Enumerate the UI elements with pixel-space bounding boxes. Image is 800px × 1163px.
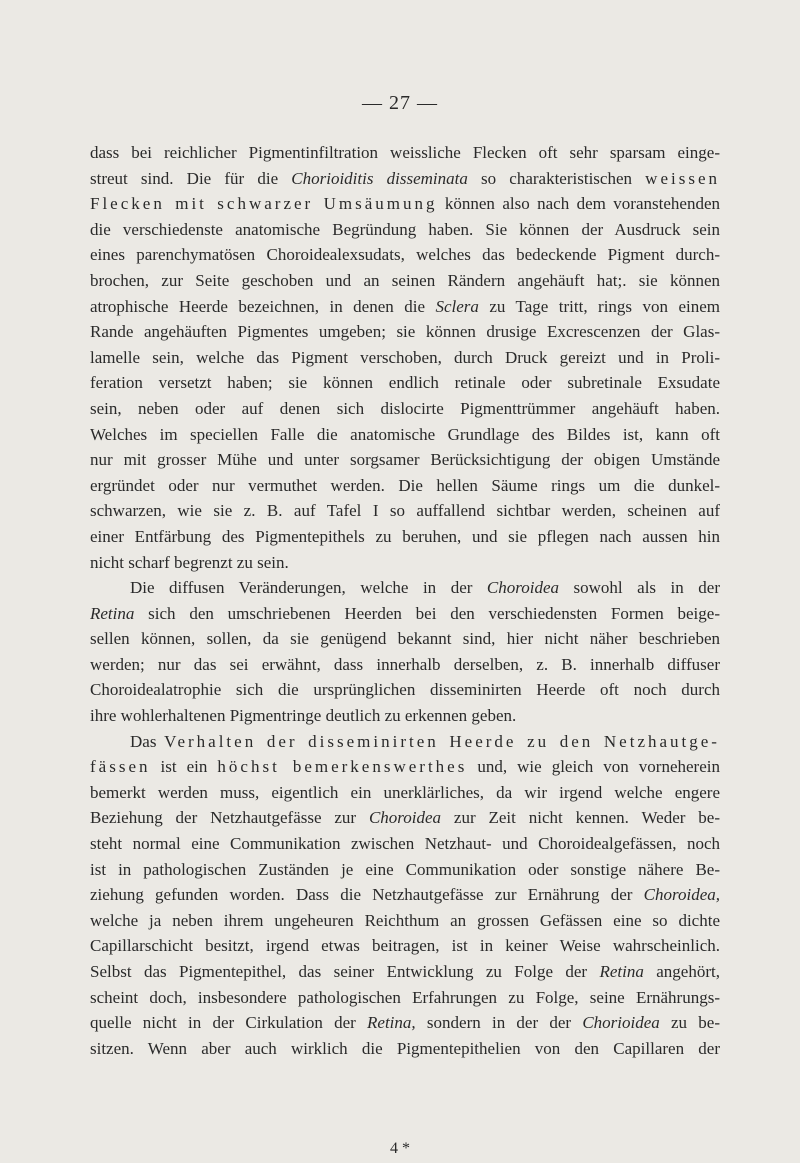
text-segment: Beziehung der Netzhautgefässe zur <box>90 808 369 828</box>
text-line <box>90 473 720 499</box>
signature-mark: 4 * <box>390 1140 410 1157</box>
text-line <box>90 140 720 166</box>
text-segment: Das <box>130 731 165 751</box>
text-segment: nicht scharf begrenzt zu sein. <box>90 552 289 572</box>
italic-term: Retina <box>599 962 644 981</box>
text-segment: feration versetzt haben; sie können endlich retinale oder subretinale Exsudate <box>90 373 720 393</box>
text-segment: dass bei reichlicher Pigmentinfiltration weissliche Flecken oft sehr sparsam einge- <box>90 143 720 162</box>
spaced-emphasis: weissen <box>645 168 720 188</box>
text-line <box>90 396 720 422</box>
text-segment: können also nach dem voranstehenden <box>437 194 720 214</box>
text-segment: angehört, <box>643 962 720 981</box>
text-line <box>90 575 720 601</box>
text-segment: sondern in der der <box>415 1013 583 1033</box>
italic-term: Retina <box>90 603 135 623</box>
text-segment: steht normal eine Communikation zwischen Netzhaut- und Choroidealgefässen, noch <box>90 834 720 854</box>
text-segment: zur Zeit nicht kennen. Weder be- <box>441 808 720 828</box>
text-segment: Selbst das Pigmentepithel, das seiner Entwicklung zu Folge der <box>90 962 600 981</box>
text-segment: schwarzen, wie sie z. B. auf Tafel I so auffallend sichtbar werden, scheinen auf <box>90 501 720 521</box>
text-segment: und, wie gleich von vorneherein <box>467 757 720 777</box>
text-line <box>90 677 720 703</box>
text-line <box>90 242 720 268</box>
italic-term: Chorioiditis disseminata <box>291 168 468 188</box>
text-segment: nur mit grosser Mühe und unter sorgsamer Berücksichtigung der obigen Umstände <box>90 450 720 470</box>
text-segment: scheint doch, insbesondere pathologischen Erfahrungen zu Folge, seine Ernährungs- <box>90 987 720 1007</box>
text-segment: sein, neben oder auf denen sich dislocirte Pigmenttrümmer angehäuft haben. <box>90 398 720 418</box>
text-segment: einer Entfärbung des Pigmentepithels zu beruhen, und sie pflegen nach aussen hin <box>90 526 720 546</box>
text-line <box>90 319 720 345</box>
text-segment: werden; nur das sei erwähnt, dass innerhalb derselben, z. B. innerhalb diffuser <box>90 654 720 674</box>
text-segment: zu be- <box>659 1013 720 1033</box>
text-line <box>90 422 720 448</box>
text-line <box>90 703 720 729</box>
text-segment: sich den umschriebenen Heerden bei den verschiedensten Formen beige- <box>134 603 720 623</box>
text-segment: eines parenchymatösen Choroidealexsudats, welches das bedeckende Pigment durch- <box>90 245 720 265</box>
text-line <box>90 626 720 652</box>
page-number: — 27 — <box>362 92 438 114</box>
spaced-emphasis: Verhalten der disseminirten Heerde zu den Netzhautge- <box>164 731 720 751</box>
text-line <box>90 729 720 755</box>
text-line <box>90 447 720 473</box>
text-line <box>90 933 720 959</box>
italic-term: Sclera <box>435 296 479 316</box>
text-line <box>90 601 720 627</box>
text-segment: ist ein <box>150 757 218 777</box>
text-line <box>90 805 720 831</box>
text-line <box>90 498 720 524</box>
spaced-emphasis: höchst bemerkenswerthes <box>217 757 468 777</box>
italic-term: Choroidea <box>368 808 442 828</box>
text-segment: bemerkt werden muss, eigentlich ein unerklärliches, da wir irgend welche engere <box>90 782 720 802</box>
text-segment: ihre wohlerhaltenen Pigmentringe deutlich zu erkennen geben. <box>90 706 517 726</box>
text-segment: so charakteristischen <box>467 168 646 188</box>
text-line <box>90 524 720 550</box>
text-segment: sowohl als in der <box>559 578 720 598</box>
text-segment: Capillarschicht besitzt, irgend etwas beitragen, ist in keiner Weise wahrscheinlich. <box>90 936 720 956</box>
text-segment: ziehung gefunden worden. Dass die Netzhautgefässe zur Ernährung der <box>90 885 644 905</box>
text-segment: ergründet oder nur vermuthet werden. Die hellen Säume rings um die dunkel- <box>90 475 720 495</box>
body-text <box>90 140 720 1061</box>
text-segment: streut sind. Die für die <box>90 168 292 188</box>
text-segment: Die diffusen Veränderungen, welche in der <box>130 578 487 598</box>
text-line <box>90 268 720 294</box>
text-segment: zu Tage tritt, rings von einem <box>478 296 720 316</box>
text-line <box>90 294 720 320</box>
italic-term: Retina, <box>367 1013 416 1033</box>
text-segment: Rande angehäuften Pigmentes umgeben; sie können drusige Excrescenzen der Glas- <box>90 322 720 342</box>
text-line <box>90 857 720 883</box>
text-line <box>90 908 720 934</box>
text-line <box>90 754 720 780</box>
text-segment: sitzen. Wenn aber auch wirklich die Pigmentepithelien von den Capillaren der <box>90 1038 720 1058</box>
text-line <box>90 370 720 396</box>
text-line <box>90 550 720 576</box>
text-segment: die verschiedenste anatomische Begründung haben. Sie können der Ausdruck sein <box>90 219 720 239</box>
text-line <box>90 780 720 806</box>
italic-term: Choroidea <box>486 578 560 598</box>
text-line <box>90 191 720 217</box>
text-segment: atrophische Heerde bezeichnen, in denen die <box>90 296 436 316</box>
text-segment: lamelle sein, welche das Pigment verschoben, durch Druck gereizt und in Proli- <box>90 347 720 367</box>
text-segment: Choroidealatrophie sich die ursprünglichen disseminirten Heerde oft noch durch <box>90 680 720 700</box>
text-line <box>90 217 720 243</box>
text-segment: quelle nicht in der Cirkulation der <box>90 1013 368 1033</box>
text-line <box>90 166 720 192</box>
text-line <box>90 959 720 985</box>
text-line <box>90 831 720 857</box>
text-segment: ist in pathologischen Zuständen je eine Communikation oder sonstige nähere Be- <box>90 859 720 879</box>
spaced-emphasis: Flecken mit schwarzer Umsäumung <box>90 194 438 214</box>
text-line <box>90 1010 720 1036</box>
text-segment: welche ja neben ihrem ungeheuren Reichthum an grossen Gefässen eine so dichte <box>90 910 720 930</box>
spaced-emphasis: fässen <box>90 757 151 777</box>
text-segment: sellen können, sollen, da sie genügend bekannt sind, hier nicht näher beschrieben <box>90 629 720 649</box>
text-line <box>90 882 720 908</box>
text-line <box>90 1036 720 1062</box>
text-line <box>90 345 720 371</box>
italic-term: Chorioidea <box>582 1013 660 1033</box>
italic-term: Choroidea, <box>643 885 720 905</box>
text-segment: Welches im speciellen Falle die anatomische Grundlage des Bildes ist, kann oft <box>90 424 720 444</box>
text-line <box>90 652 720 678</box>
text-line <box>90 985 720 1011</box>
text-segment: brochen, zur Seite geschoben und an seinen Rändern angehäuft hat;. sie können <box>90 270 720 290</box>
